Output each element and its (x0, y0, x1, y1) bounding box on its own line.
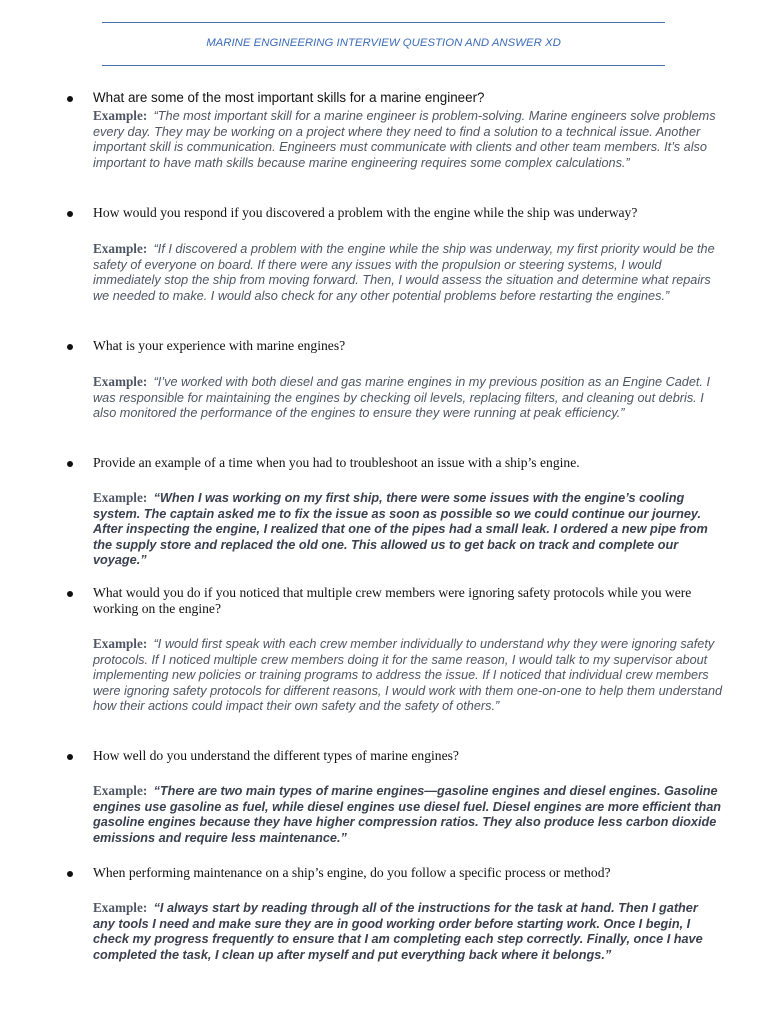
question-text: Provide an example of a time when you had to troubleshoot an issue with a ship’s engine. (93, 455, 580, 470)
header-top-rule (102, 22, 665, 23)
example-text: “If I discovered a problem with the engine while the ship was underway, my first priority would be the safety of everyone on board. If there were any issues with the propulsion or steering systems, I would immediately stop the ship from moving forward. Then, I would assess the situation and determine what repairs we needed to make. I would also check for any other potential problems before restarting the engines.” (93, 242, 715, 303)
bullet-icon (67, 344, 73, 350)
example-text: “There are two main types of marine engines—gasoline engines and diesel engines. Gasoline engines use gasoline as fuel, while diesel engines use diesel fuel. Diesel engines are more efficient than gasoline engines because they have higher compression ratios. They also produce less carbon dioxide emissions and require less maintenance.” (93, 784, 722, 845)
question-text: When performing maintenance on a ship’s engine, do you follow a specific process or method? (93, 865, 611, 880)
example-label: Example: (93, 241, 148, 256)
example-answer (93, 900, 723, 963)
example-answer (93, 241, 723, 304)
bullet-icon (67, 461, 73, 467)
example-answer (93, 636, 723, 715)
bullet-icon (67, 591, 73, 597)
example-answer (93, 374, 723, 422)
bullet-icon (67, 96, 73, 102)
example-text: “When I was working on my first ship, there were some issues with the engine’s cooling system. The captain asked me to fix the issue as soon as possible so we could continue our journey. After inspecting the engine, I realized that one of the pipes had a small leak. I ordered a new pipe from the supply store and replaced the old one. This allowed us to get back on track and complete our voyage.” (93, 491, 708, 567)
bullet-icon (67, 211, 73, 217)
bullet-icon (67, 871, 73, 877)
bullet-icon (67, 754, 73, 760)
example-label: Example: (93, 374, 148, 389)
example-label: Example: (93, 108, 148, 123)
example-label: Example: (93, 783, 148, 798)
example-answer (93, 783, 723, 846)
question-text: What would you do if you noticed that multiple crew members were ignoring safety protocols while you were working on the engine? (93, 585, 692, 616)
example-text: “I would first speak with each crew member individually to understand why they were ignoring safety protocols. If I noticed multiple crew members doing it for the same reason, I would talk to my supervisor about implementing new policies or training programs to address the issue. If I noticed that individual crew members were ignoring safety protocols for different reasons, I would work with them one-on-one to help them understand how their actions could impact their own safety and the safety of others.” (93, 637, 723, 713)
document-title: MARINE ENGINEERING INTERVIEW QUESTION AND ANSWER XD (206, 37, 561, 49)
question-text: How would you respond if you discovered a problem with the engine while the ship was underway? (93, 205, 638, 220)
example-answer (93, 490, 723, 569)
example-text: “I always start by reading through all of the instructions for the task at hand. Then I gather any tools I need and make sure they are in good working order before starting work. Once I begin, I check my progress frequently to ensure that I am completing each step correctly. Finally, once I have completed the task, I clean up after myself and put everything back where it belongs.” (93, 901, 703, 962)
example-label: Example: (93, 900, 148, 915)
question-text: How well do you understand the different types of marine engines? (93, 748, 459, 763)
example-answer (93, 108, 723, 171)
example-label: Example: (93, 636, 148, 651)
example-text: “I’ve worked with both diesel and gas marine engines in my previous position as an Engine Cadet. I was responsible for maintaining the engines by checking oil levels, replacing filters, and cleaning out debris. I also monitored the performance of the engines to ensure they were running at peak efficiency.” (93, 375, 711, 420)
question-text: What are some of the most important skills for a marine engineer? (93, 90, 485, 105)
example-label: Example: (93, 490, 148, 505)
question-text: What is your experience with marine engines? (93, 338, 346, 353)
example-text: “The most important skill for a marine engineer is problem-solving. Marine engineers solve problems every day. They may be working on a project where they need to find a solution to a technical issue. Another important skill is communication. Engineers must communicate with clients and other team members. It’s also important to have math skills because marine engineering requires some complex calculations.” (93, 109, 716, 170)
header-bottom-rule (102, 65, 665, 66)
